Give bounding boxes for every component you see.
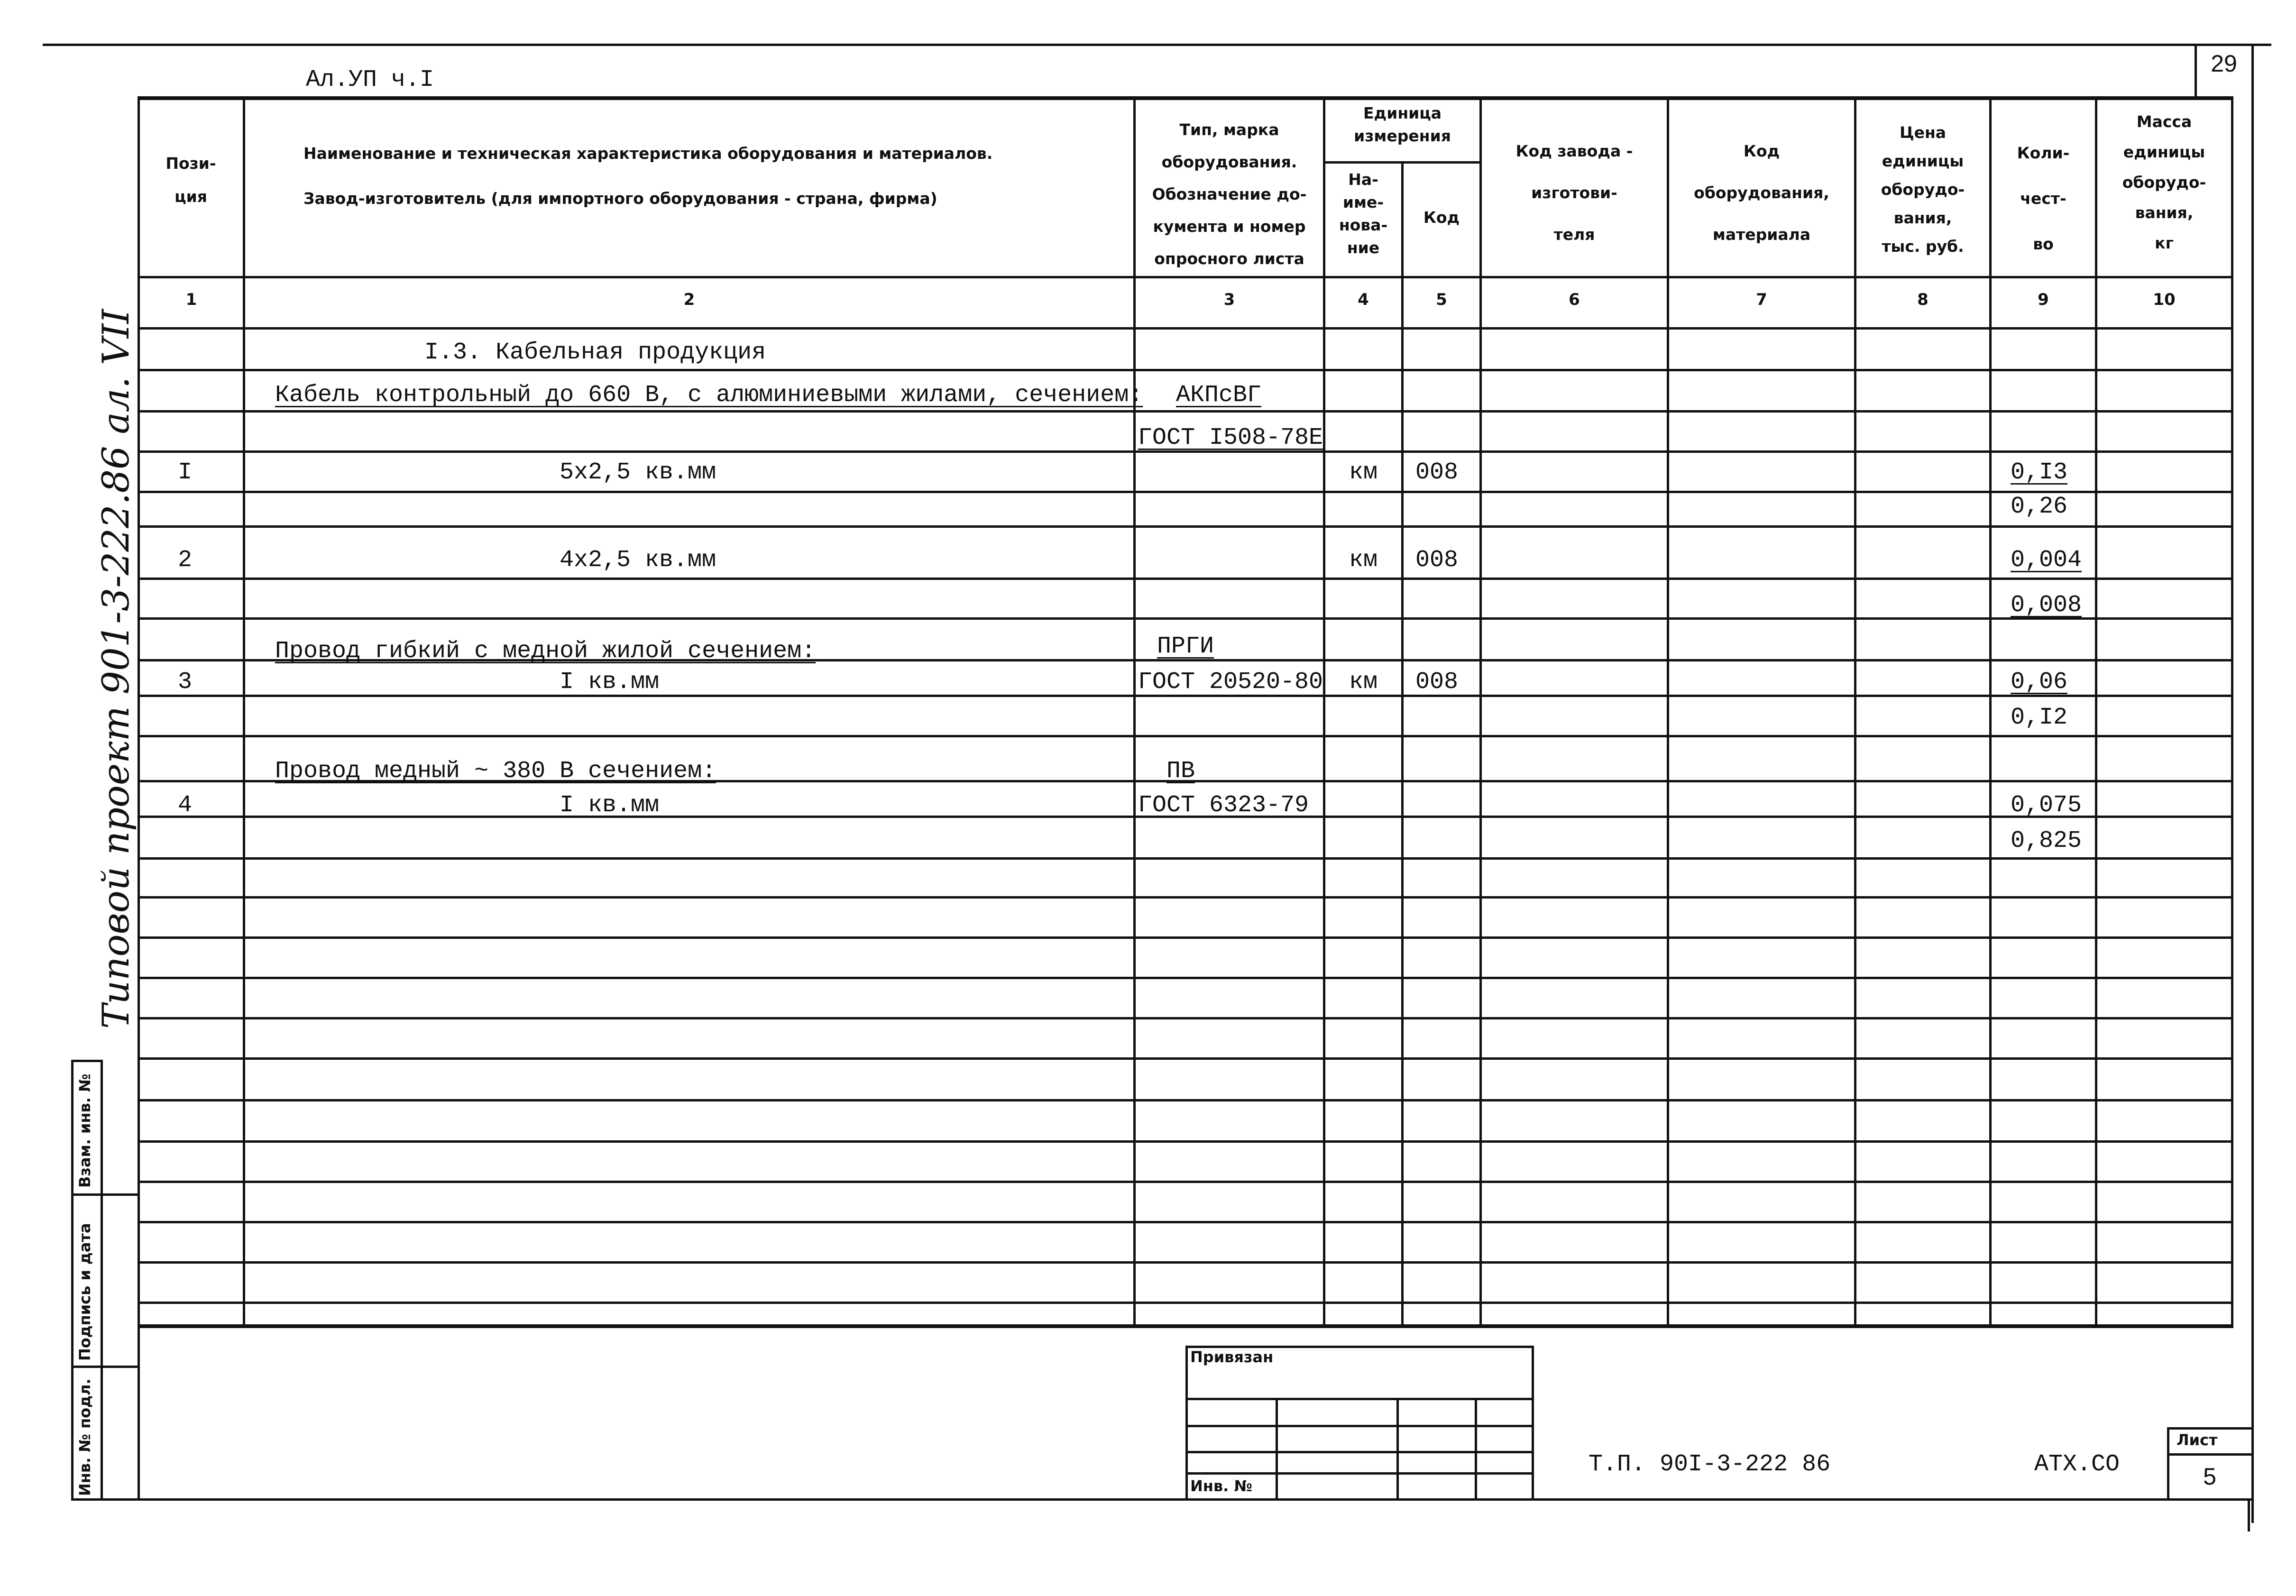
item-type: ГОСТ 6323-79 bbox=[1138, 792, 1309, 819]
item-type: АКПсВГ bbox=[1176, 382, 1262, 409]
item-name: 4х2,5 кв.мм bbox=[560, 547, 716, 574]
sheet-label: Лист bbox=[2177, 1431, 2218, 1449]
row-separator bbox=[138, 617, 2233, 620]
section-title: I.3. Кабельная продукция bbox=[424, 339, 766, 366]
margin-inv-label: Инв. № подл. bbox=[76, 1378, 94, 1496]
numbers-bottom-line bbox=[138, 327, 2233, 330]
stamp-line2 bbox=[1185, 1425, 1534, 1427]
margin-box-top bbox=[71, 1060, 103, 1062]
item-quantity: 0,075 bbox=[2011, 792, 2082, 819]
item-unit: км bbox=[1349, 547, 1378, 574]
row-separator bbox=[138, 1099, 2233, 1101]
stamp-vline1 bbox=[1276, 1398, 1278, 1500]
row-separator bbox=[138, 1261, 2233, 1264]
item-name: I кв.мм bbox=[560, 669, 660, 696]
col-number: 6 bbox=[1569, 290, 1580, 309]
doc-code: Т.П. 90I-3-222 86 bbox=[1589, 1451, 1831, 1478]
item-position: 2 bbox=[178, 547, 193, 574]
item-name: I кв.мм bbox=[560, 792, 660, 819]
table-bottom-line bbox=[138, 1324, 2233, 1328]
margin-signature-label: Подпись и дата bbox=[76, 1223, 94, 1361]
row-separator bbox=[138, 857, 2233, 860]
item-quantity: 0,825 bbox=[2011, 827, 2082, 854]
header-name-line2: Завод-изготовитель (для импортного оборудования - страна, фирма) bbox=[303, 189, 937, 208]
col-number: 5 bbox=[1436, 290, 1447, 309]
item-quantity: 0,008 bbox=[2011, 592, 2082, 619]
row-separator bbox=[138, 1057, 2233, 1060]
col-number: 2 bbox=[683, 290, 695, 309]
stamp-left bbox=[1185, 1346, 1188, 1500]
item-unit-code: 008 bbox=[1415, 547, 1459, 574]
stamp-line4 bbox=[1185, 1472, 1534, 1475]
stamp-inv-no: Инв. № bbox=[1190, 1477, 1252, 1495]
header-quantity: Коли- чест- во bbox=[2017, 144, 2070, 253]
row-separator bbox=[138, 936, 2233, 939]
col-number: 4 bbox=[1358, 290, 1369, 309]
row-separator bbox=[138, 410, 2233, 413]
stamp-line3 bbox=[1185, 1451, 1534, 1453]
item-type: ГОСТ I508-78Е bbox=[1138, 424, 1323, 451]
margin-replace-label: Взам. инв. № bbox=[76, 1073, 94, 1188]
header-unit-name: На- име- нова- ние bbox=[1339, 170, 1388, 257]
stamp-vline2 bbox=[1396, 1398, 1399, 1500]
sheet-value: 5 bbox=[2203, 1463, 2216, 1490]
item-position: 4 bbox=[178, 792, 193, 819]
item-quantity: 0,06 bbox=[2011, 669, 2068, 696]
item-quantity: 0,I2 bbox=[2011, 704, 2068, 731]
stamp-right bbox=[1532, 1346, 1534, 1500]
row-separator bbox=[138, 1017, 2233, 1019]
stamp-privyazan: Привязан bbox=[1190, 1348, 1274, 1366]
item-unit: км bbox=[1349, 669, 1378, 696]
item-position: 3 bbox=[178, 669, 193, 696]
row-separator bbox=[138, 491, 2233, 493]
item-name: Провод медный ~ 380 В сечением: bbox=[275, 758, 716, 785]
item-position: I bbox=[178, 459, 193, 486]
row-separator bbox=[138, 1140, 2233, 1143]
handwritten-project-code: Типовой проект 901-3-222.86 ал. VII bbox=[95, 309, 138, 1029]
margin-box-left bbox=[71, 1060, 73, 1501]
item-name: Провод гибкий с медной жилой сечением: bbox=[275, 638, 816, 665]
header-name-line1: Наименование и техническая характеристика оборудования и материалов. bbox=[303, 144, 993, 163]
item-name: Кабель контрольный до 660 В, с алюминиевыми жилами, сечением: bbox=[275, 382, 1143, 409]
item-quantity: 0,26 bbox=[2011, 493, 2068, 520]
col-number: 9 bbox=[2038, 290, 2049, 309]
item-type: ПРГИ bbox=[1157, 633, 1214, 660]
header-unit-group: Единица измерения bbox=[1354, 104, 1451, 145]
header-maker-code: Код завода - изготови- теля bbox=[1515, 142, 1633, 244]
item-quantity: 0,004 bbox=[2011, 547, 2082, 574]
header-type: Тип, марка оборудования. Обозначение до- кумента и номер опросного листа bbox=[1152, 120, 1307, 268]
header-unit-code: Код bbox=[1423, 208, 1460, 227]
frame-top bbox=[43, 44, 2271, 46]
row-separator bbox=[138, 369, 2233, 371]
item-unit-code: 008 bbox=[1415, 669, 1459, 696]
sheet-box-top bbox=[2167, 1427, 2252, 1430]
frame-bottom bbox=[71, 1498, 2252, 1501]
header-bottom-line bbox=[138, 276, 2233, 278]
row-separator bbox=[138, 578, 2233, 580]
sheet-number: 29 bbox=[2211, 50, 2237, 77]
header-material-code: Код оборудования, материала bbox=[1694, 142, 1829, 244]
row-separator bbox=[138, 1181, 2233, 1183]
col-number: 10 bbox=[2153, 290, 2176, 309]
table-top-line bbox=[138, 96, 2233, 100]
row-separator bbox=[138, 525, 2233, 528]
frame-right bbox=[2251, 44, 2254, 1523]
col-number: 1 bbox=[185, 290, 197, 309]
header-price: Цена единицы оборудо- вания, тыс. руб. bbox=[1881, 123, 1965, 256]
stamp-vline3 bbox=[1475, 1398, 1477, 1500]
row-separator bbox=[138, 1302, 2233, 1304]
doc-section: АТХ.СО bbox=[2034, 1451, 2120, 1478]
col-number: 8 bbox=[1917, 290, 1929, 309]
stamp-line1 bbox=[1185, 1398, 1534, 1400]
margin-box-mid bbox=[101, 1060, 103, 1501]
item-unit: км bbox=[1349, 459, 1378, 486]
header-mass: Масса единицы оборудо- вания, кг bbox=[2122, 112, 2206, 252]
col-line-4 bbox=[1401, 161, 1404, 1327]
sheet-box-line bbox=[2167, 1453, 2252, 1456]
album-label: Ал.УП ч.I bbox=[306, 66, 434, 93]
row-separator bbox=[138, 735, 2233, 737]
row-separator bbox=[138, 977, 2233, 979]
item-unit-code: 008 bbox=[1415, 459, 1459, 486]
row-separator bbox=[138, 896, 2233, 899]
item-type: ГОСТ 20520-80 bbox=[1138, 669, 1323, 696]
item-name: 5х2,5 кв.мм bbox=[560, 459, 716, 486]
col-number: 3 bbox=[1223, 290, 1235, 309]
sheet-number-box-line bbox=[2195, 44, 2197, 97]
frame-tail-right bbox=[2248, 1498, 2250, 1532]
row-separator bbox=[138, 1221, 2233, 1223]
item-type: ПВ bbox=[1166, 758, 1195, 785]
item-quantity: 0,I3 bbox=[2011, 459, 2068, 486]
col-number: 7 bbox=[1756, 290, 1767, 309]
header-position: Пози- ция bbox=[165, 154, 216, 206]
